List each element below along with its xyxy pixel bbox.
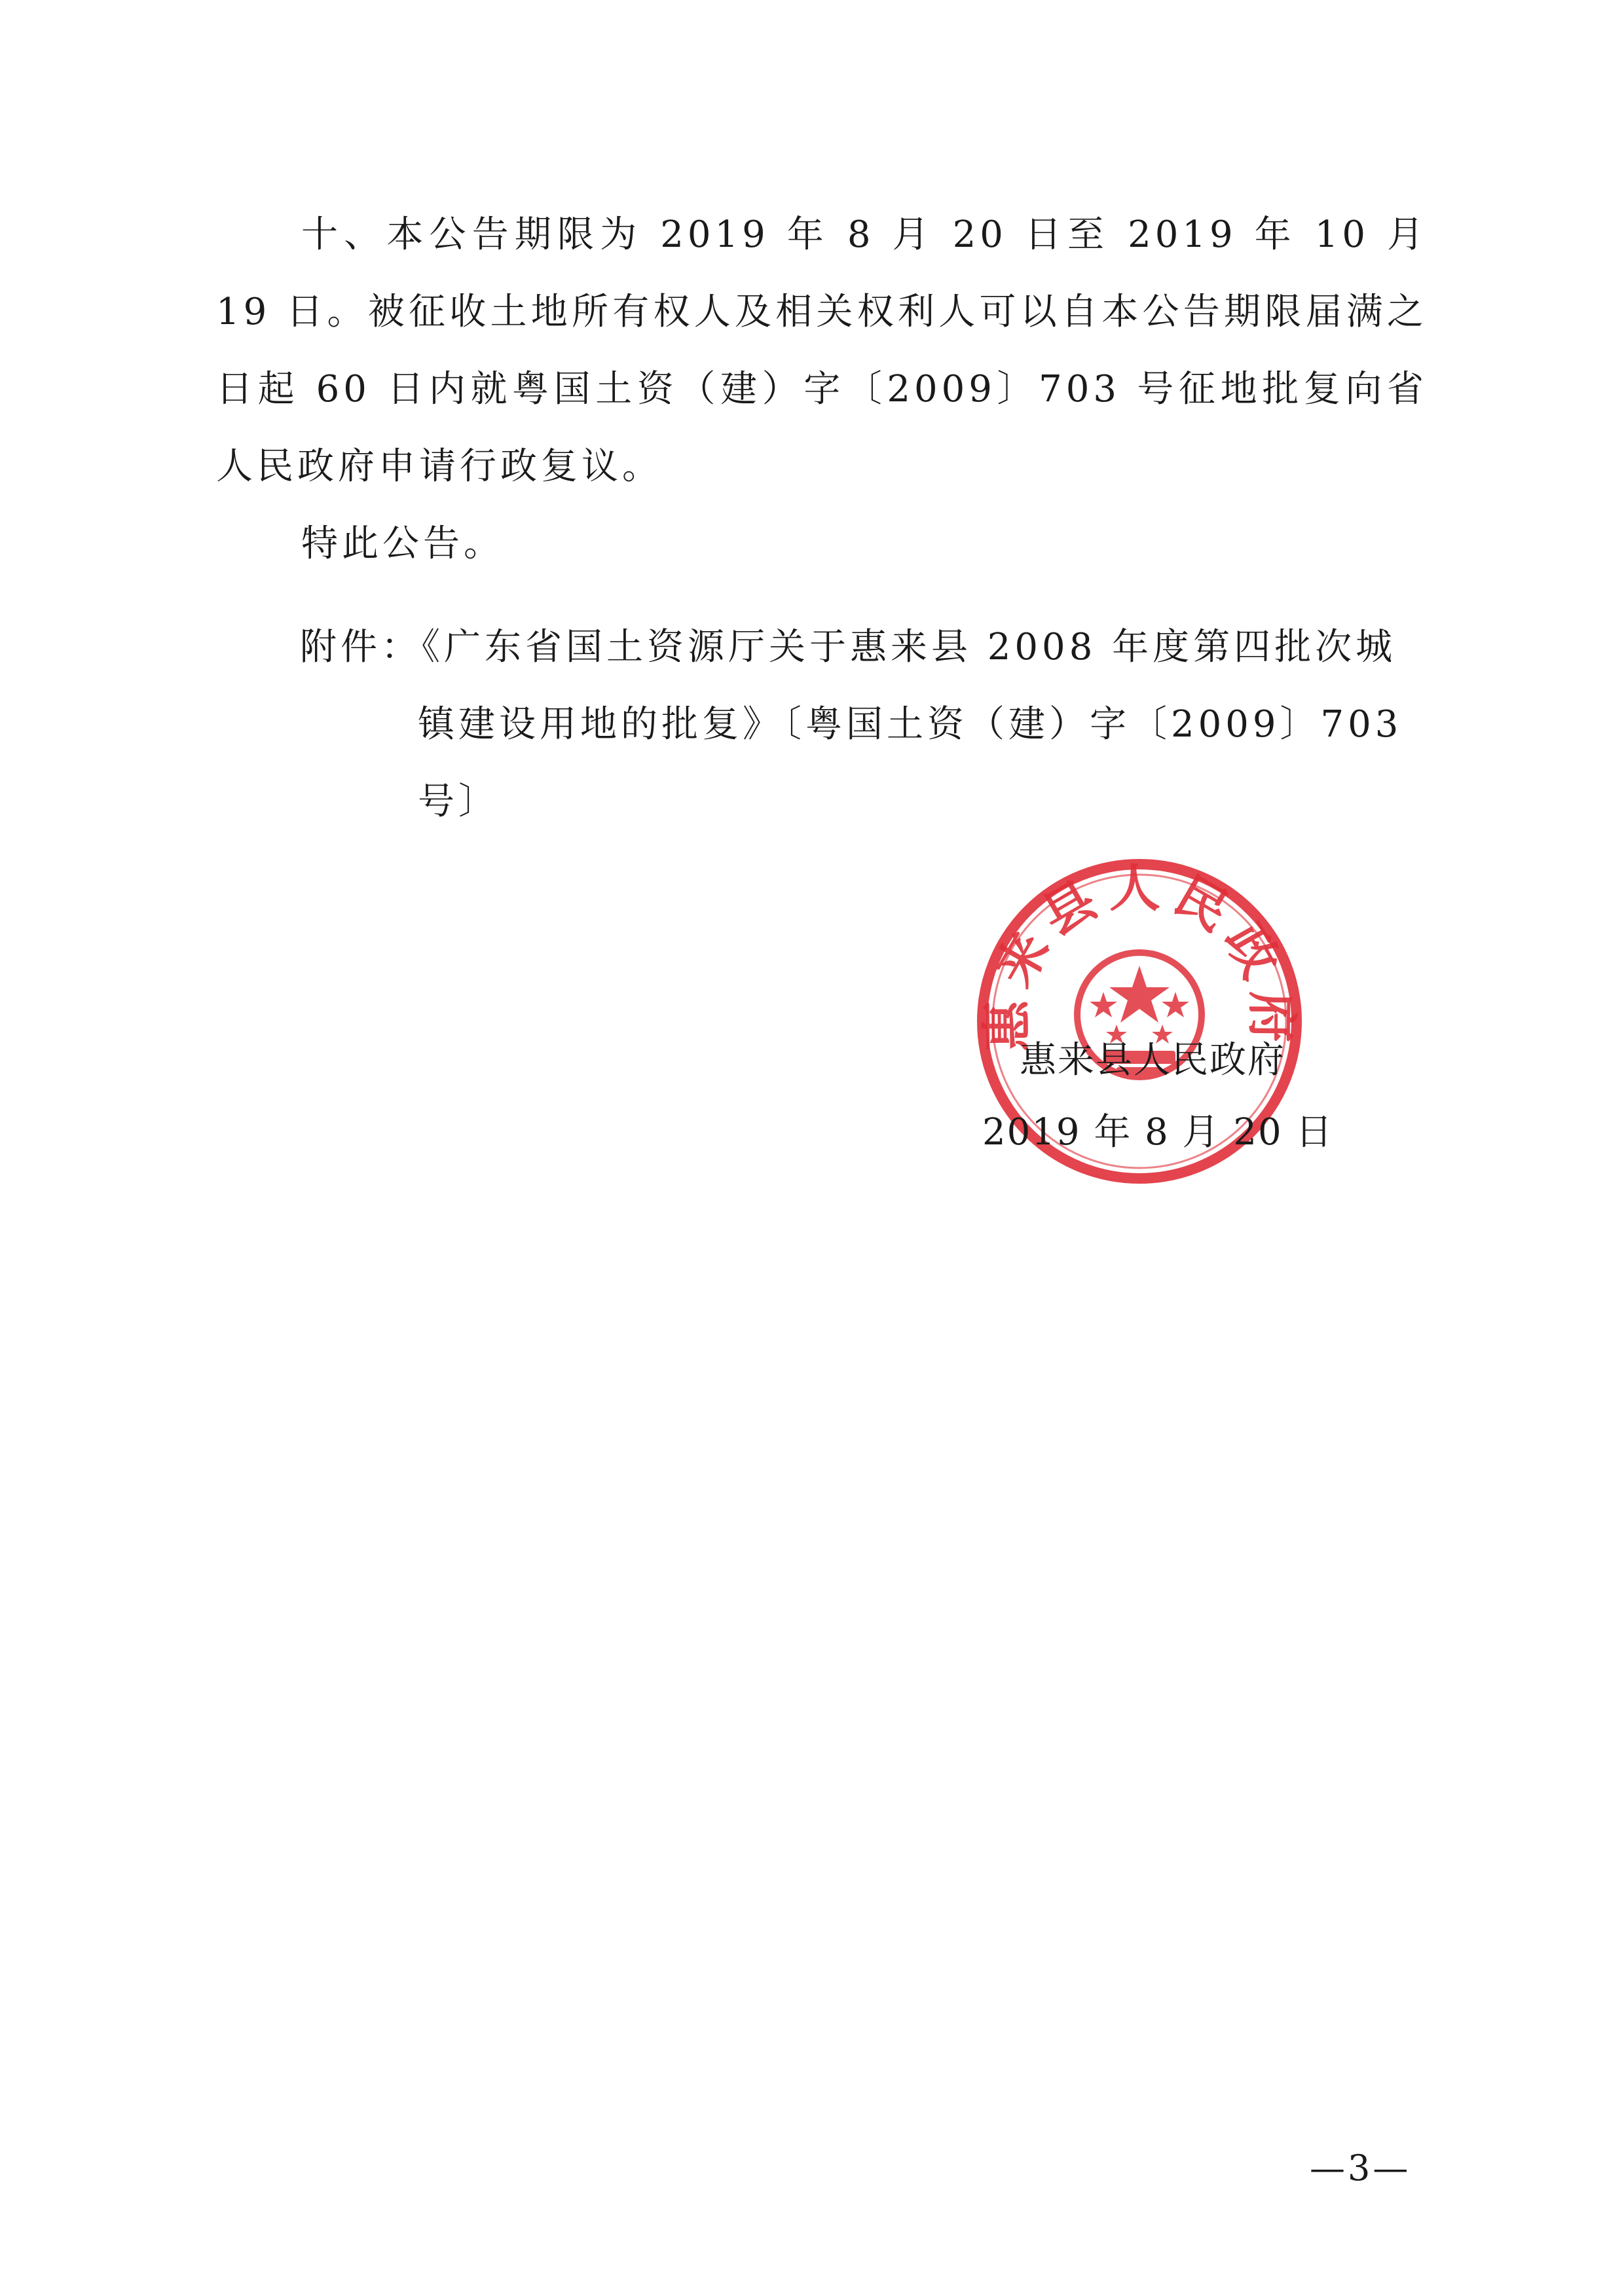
attachment-line-2: 镇建设用地的批复》〔粤国土资（建）字〔2009〕703 (418, 703, 1403, 746)
attachment-block (300, 609, 1433, 841)
notice-body (216, 196, 1428, 583)
attachment-line-1: 附件：《广东省国土资源厅关于惠来县 2008 年度第四批次城 (300, 626, 1397, 668)
issuer-name: 惠来县人民政府 (1020, 1039, 1285, 1082)
page-number: —3— (1310, 2147, 1411, 2189)
issue-date: 2019 年 8 月 20 日 (982, 1111, 1334, 1154)
signature-block (982, 1025, 1334, 1169)
attachment-line-3: 号〕 (418, 780, 499, 823)
svg-text:惠来县人民政府: 惠来县人民政府 (977, 858, 1302, 1052)
paragraph-closing: 特此公告。 (301, 522, 504, 565)
paragraph-period: 十、本公告期限为 2019 年 8 月 20 日至 2019 年 10 月 19 日。被征收土地所有权人及相关权利人可以自本公告期限届满之日起 60 日内就粤国土资（建）字〔2009〕703 号征地批复向省人民政府申请行政复议。 (216, 213, 1428, 488)
